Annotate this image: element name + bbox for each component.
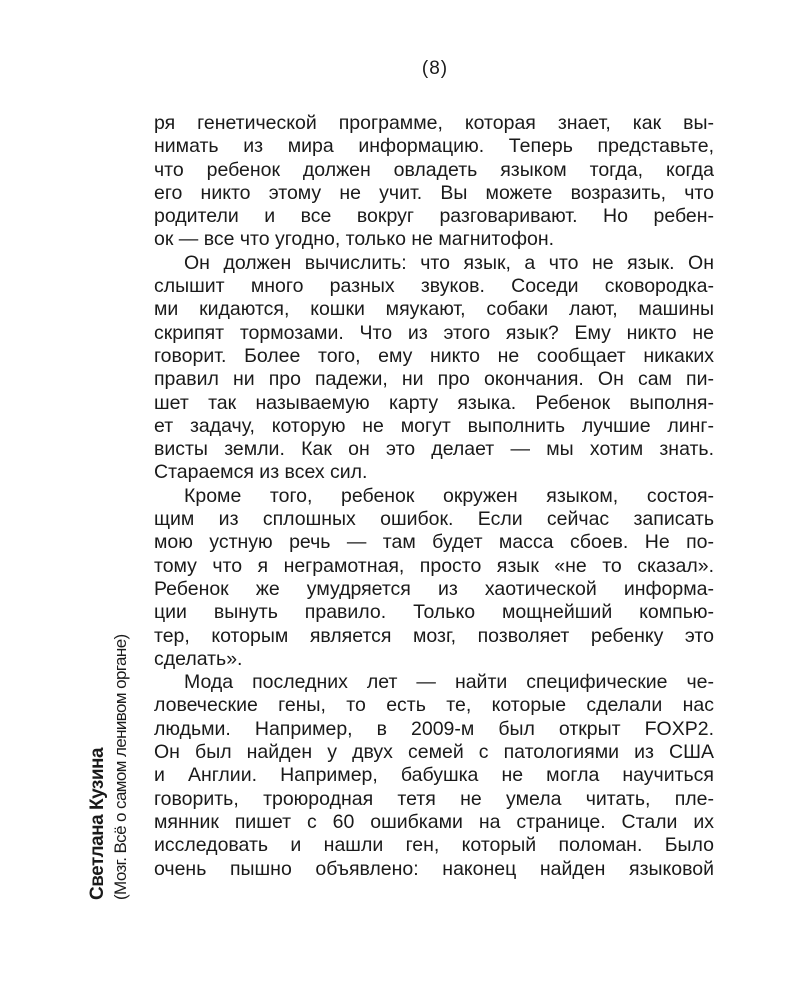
text-line: ми кидаются, кошки мяукают, собаки лают, машины	[154, 298, 714, 321]
text-line: Стараемся из всех сил.	[154, 461, 368, 484]
page-number: (8)	[421, 58, 449, 79]
text-line: людьми. Например, в 2009-м был открыт FOXP2.	[154, 717, 714, 740]
text-line: говорить, троюродная тетя не умела читать, пле-	[154, 787, 714, 810]
text-line: очень пышно объявлено: наконец найден языковой	[154, 857, 714, 880]
text-line: Мода последних лет — найти специфические че-	[184, 671, 714, 694]
text-line: мянник пишет с 60 ошибками на странице. Стали их	[154, 810, 714, 833]
text-line: ок — все что угодно, только не магнитофон.	[154, 228, 555, 251]
text-line: ловеческие гены, то есть те, которые сделали нас	[154, 694, 714, 717]
author-name: Светлана Кузина	[87, 747, 108, 900]
text-line: Ребенок же умудряется из хаотической информа-	[154, 577, 714, 600]
running-title	[86, 634, 132, 900]
text-line: его никто этому не учит. Вы можете возразить, что	[154, 181, 714, 204]
text-line: сделать».	[154, 647, 243, 670]
text-line: исследовать и нашли ген, который поломан. Было	[154, 834, 714, 857]
text-line: щим из сплошных ошибок. Если сейчас записать	[154, 508, 714, 531]
text-line: ря генетической программе, которая знает, как вы-	[154, 112, 714, 134]
text-line: тер, которым является мозг, позволяет ребенку это	[154, 624, 714, 647]
text-line: ции вынуть правило. Только мощнейший компью-	[154, 601, 714, 624]
text-line: и Англии. Например, бабушка не могла научиться	[154, 764, 714, 787]
text-line: тому что я неграмотная, просто язык «не то сказал».	[154, 554, 714, 577]
text-line: говорит. Более того, ему никто не сообщает никаких	[154, 344, 714, 367]
body-text	[154, 112, 714, 881]
text-line: Кроме того, ребенок окружен языком, состоя-	[184, 484, 714, 507]
text-line: мою устную речь — там будет масса сбоев. Не по-	[154, 531, 714, 554]
text-line: шет так называемую карту языка. Ребенок выполня-	[154, 391, 714, 414]
text-line: нимать из мира информацию. Теперь представьте,	[154, 135, 714, 158]
text-line: ет задачу, которую не могут выполнить лучшие линг-	[154, 414, 714, 437]
text-line: Он был найден у двух семей с патологиями из США	[154, 741, 714, 764]
text-line: слышит много разных звуков. Соседи сковородка-	[154, 275, 714, 298]
text-line: Он должен вычислить: что язык, а что не язык. Он	[184, 251, 714, 274]
text-line: скрипят тормозами. Что из этого язык? Ему никто не	[154, 321, 714, 344]
text-line: правил ни про падежи, ни про окончания. Он сам пи-	[154, 368, 714, 391]
book-title: (Мозг. Всё о самом ленивом органе)	[111, 634, 130, 900]
text-line: родители и все вокруг разговаривают. Но ребен-	[154, 205, 714, 228]
text-line: висты земли. Как он это делает — мы хотим знать.	[154, 438, 714, 461]
text-line: что ребенок должен овладеть языком тогда, когда	[154, 158, 714, 181]
